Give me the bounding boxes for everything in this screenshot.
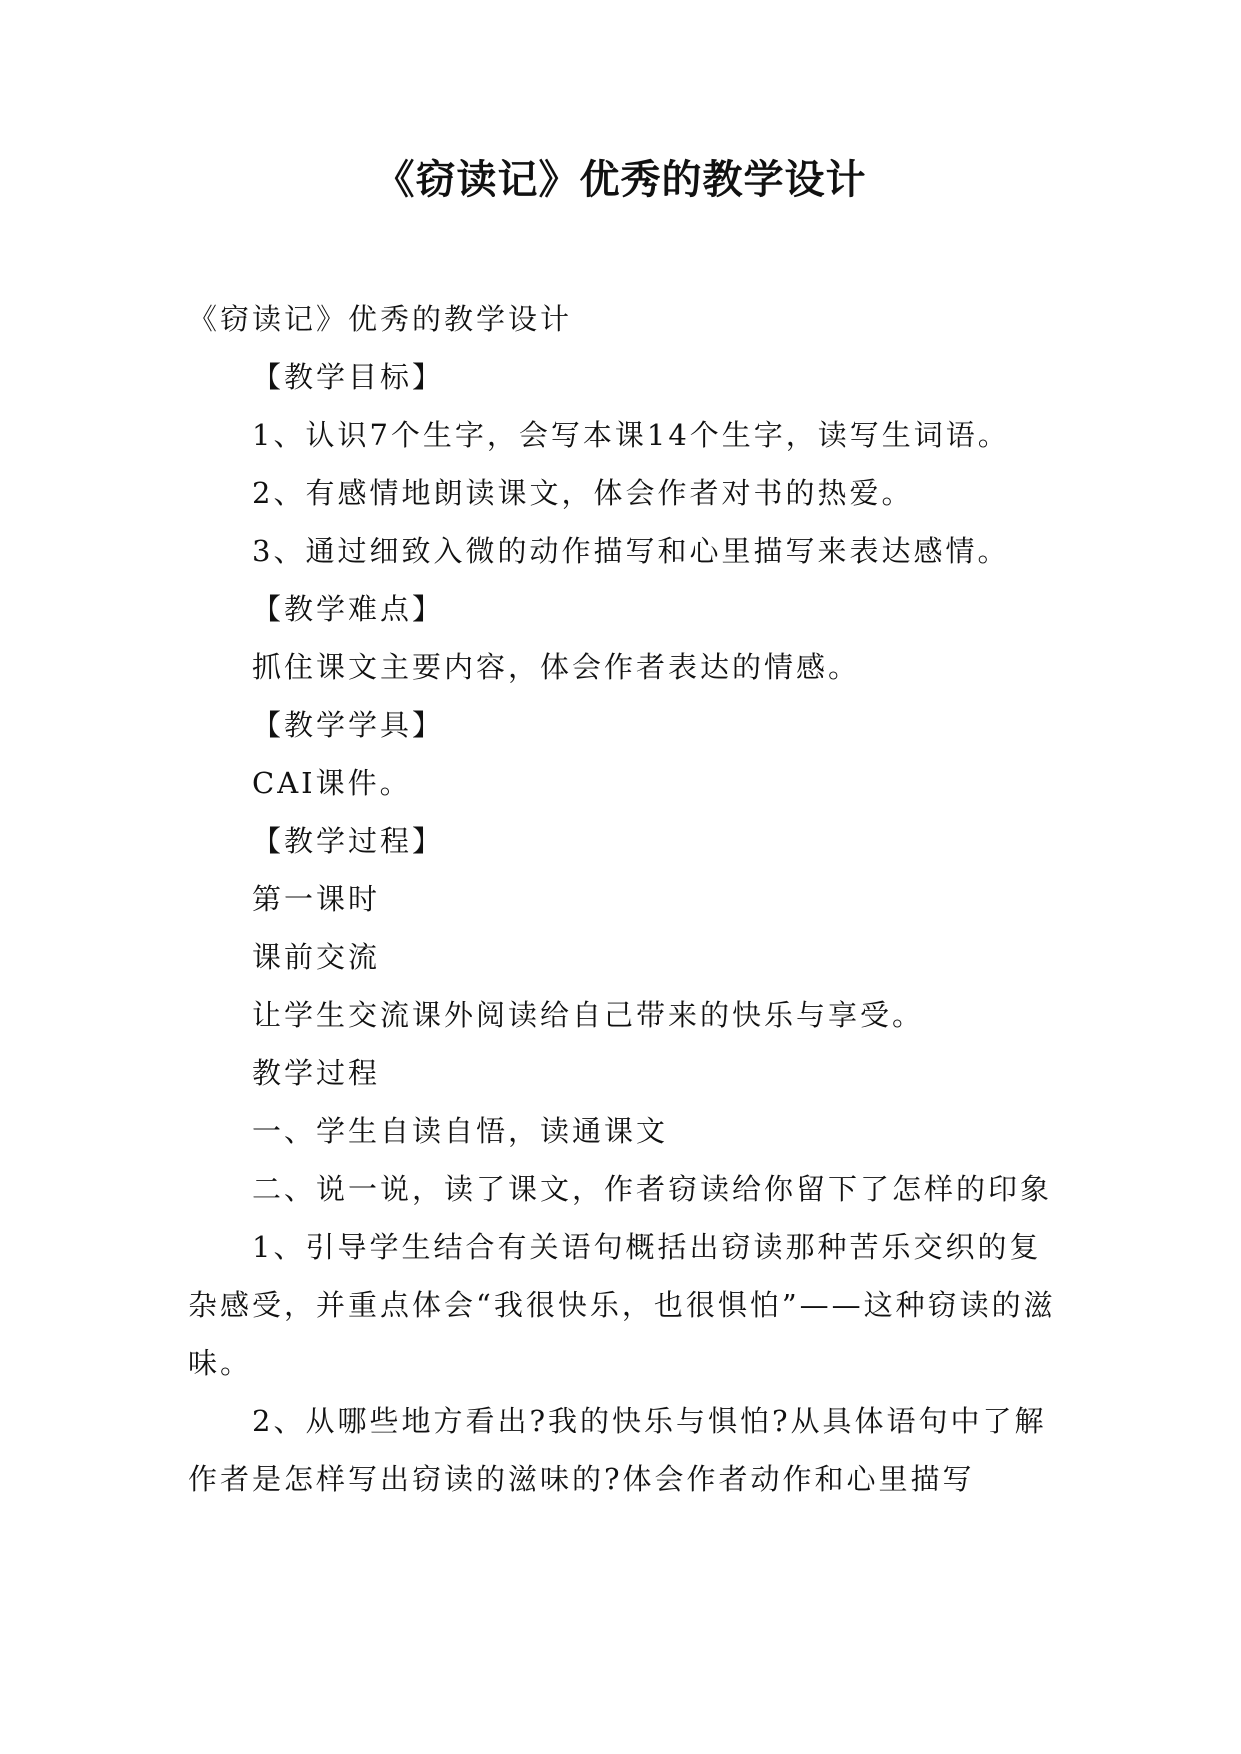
heading-teaching-goals: 【教学目标】 [252, 360, 445, 394]
paragraph-exchange-detail: 让学生交流课外阅读给自己带来的快乐与享受。 [252, 998, 925, 1032]
paragraph-goal-3: 3、通过细致入微的动作描写和心里描写来表达感情。 [252, 534, 1010, 568]
paragraph-step-1: 一、学生自读自悟，读通课文 [252, 1114, 669, 1148]
paragraph-goal-1: 1、认识7个生字，会写本课14个生字，读写生词语。 [252, 418, 1010, 452]
paragraph-pre-class-exchange: 课前交流 [252, 940, 381, 974]
paragraph-subtitle: 《窃读记》优秀的教学设计 [188, 302, 573, 336]
paragraph-step-2-item-1: 1、引导学生结合有关语句概括出窃读那种苦乐交织的复杂感受，并重点体会“我很快乐，也很惧怕”——这种窃读的滋味。 [188, 1230, 1056, 1380]
paragraph-goal-2: 2、有感情地朗读课文，体会作者对书的热爱。 [252, 476, 914, 510]
heading-teaching-difficulties: 【教学难点】 [252, 592, 445, 626]
document-body [188, 290, 1064, 1508]
document-title: 《窃读记》优秀的教学设计 [374, 157, 867, 203]
heading-teaching-tools: 【教学学具】 [252, 708, 445, 742]
paragraph-process-label: 教学过程 [252, 1056, 381, 1090]
paragraph-step-2: 二、说一说，读了课文，作者窃读给你留下了怎样的印象 [252, 1172, 1053, 1206]
heading-teaching-process: 【教学过程】 [252, 824, 445, 858]
paragraph-first-lesson: 第一课时 [252, 882, 381, 916]
paragraph-tools: CAI课件。 [252, 766, 412, 800]
paragraph-step-2-item-2: 2、从哪些地方看出?我的快乐与惧怕?从具体语句中了解作者是怎样写出窃读的滋味的?体会作者动作和心里描写 [188, 1404, 1047, 1496]
paragraph-difficulty: 抓住课文主要内容，体会作者表达的情感。 [252, 650, 861, 684]
